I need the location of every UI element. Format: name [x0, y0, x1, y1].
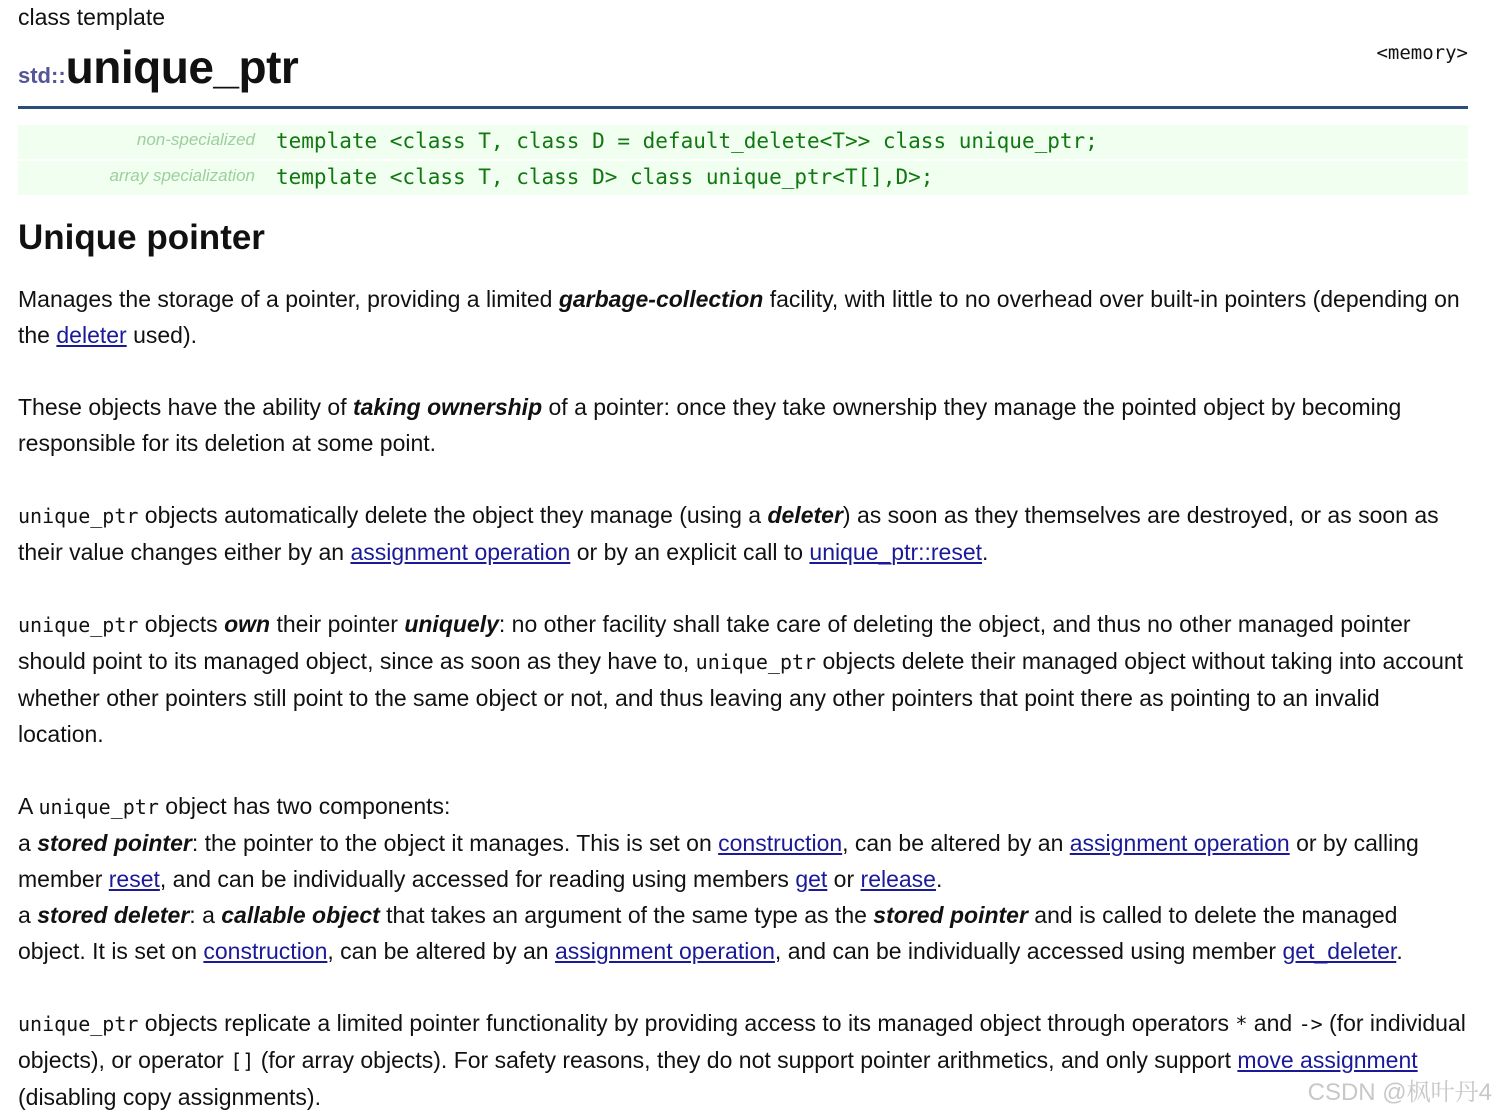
text: or by an explicit call to [570, 539, 810, 565]
text: These objects have the ability of [18, 394, 353, 420]
deleter-link[interactable]: deleter [56, 322, 127, 348]
emphasis: taking ownership [352, 394, 543, 420]
inline-code: unique_ptr [38, 795, 159, 819]
inline-code: unique_ptr [18, 1012, 139, 1036]
emphasis: uniquely [404, 611, 499, 637]
text: objects automatically delete the object they manage (using a [138, 502, 768, 528]
get-deleter-link[interactable]: get_deleter [1282, 938, 1397, 964]
declaration-code: template <class T, class D> class unique_ptr<T[],D>; [276, 165, 934, 189]
text: facility, with little to no overhead over built-in pointers (depending on the [18, 286, 1460, 348]
text: A [18, 793, 39, 819]
inline-code: unique_ptr [18, 613, 139, 637]
header-include: <memory> [1376, 42, 1468, 64]
text: objects delete their managed object without taking into account whether other pointers still point to the same object or not, and thus leaving any other pointers that point there as pointing to an invalid location. [18, 648, 1464, 747]
inline-code: unique_ptr [18, 504, 139, 528]
text: . [935, 866, 943, 892]
declaration-code: template <class T, class D = default_delete<T>> class unique_ptr; [276, 129, 1098, 153]
reset-link[interactable]: reset [108, 866, 160, 892]
section-title: Unique pointer [18, 218, 265, 257]
text: . [982, 539, 989, 565]
text: a [18, 830, 38, 856]
text: their pointer [270, 611, 405, 637]
emphasis: callable object [221, 902, 380, 928]
title-name: unique_ptr [65, 41, 299, 93]
inline-code: * [1235, 1012, 1248, 1036]
declaration-label: non-specialized [136, 130, 255, 149]
inline-code: [] [230, 1049, 255, 1073]
text: : the pointer to the object it manages. This is set on [191, 830, 719, 856]
emphasis: stored pointer [37, 830, 192, 856]
text: (for individual objects), or operator [18, 1010, 1466, 1073]
text: , can be altered by an [327, 938, 555, 964]
text: (disabling copy assignments). [18, 1084, 321, 1110]
text: that takes an argument of the same type as the [379, 902, 874, 928]
paragraph-8 [18, 1005, 1468, 1115]
emphasis: garbage-collection [558, 286, 764, 312]
assignment-operation-link[interactable]: assignment operation [555, 938, 775, 964]
text: object has two components: [158, 793, 451, 819]
text: a [18, 902, 38, 928]
description [18, 281, 1468, 1115]
emphasis: stored pointer [873, 902, 1028, 928]
text: , can be altered by an [842, 830, 1070, 856]
watermark: CSDN @枫叶丹4 [1307, 1079, 1492, 1106]
text: , and can be individually accessed for reading using members [159, 866, 796, 892]
get-link[interactable]: get [795, 866, 828, 892]
construction-link[interactable]: construction [718, 830, 843, 856]
text: , and can be individually accessed using member [774, 938, 1283, 964]
move-assignment-link[interactable]: move assignment [1237, 1047, 1418, 1073]
reset-link[interactable]: unique_ptr::reset [809, 539, 983, 565]
declaration-row [18, 161, 1468, 195]
paragraph-5 [18, 788, 1468, 825]
construction-link[interactable]: construction [203, 938, 328, 964]
text: objects replicate a limited pointer functionality by providing access to its managed object through operators [138, 1010, 1236, 1036]
text: used). [126, 322, 198, 348]
text: : no other facility shall take care of deleting the object, and thus no other managed pointer should point to its managed object, since as soon as they have to, [18, 611, 1411, 674]
text: . [1396, 938, 1403, 964]
title-namespace: std:: [18, 63, 66, 88]
text: and [1247, 1010, 1299, 1036]
paragraph-4 [18, 606, 1468, 752]
text: or by calling member [18, 830, 1419, 892]
declaration-row [18, 125, 1468, 159]
assignment-operation-link[interactable]: assignment operation [350, 539, 571, 565]
paragraph-2 [18, 389, 1468, 461]
declaration-label: array specialization [109, 166, 255, 185]
assignment-operation-link[interactable]: assignment operation [1069, 830, 1290, 856]
text: : a [189, 902, 222, 928]
component-stored-pointer [18, 825, 1468, 897]
emphasis: own [224, 611, 271, 637]
text: Manages the storage of a pointer, providing a limited [18, 286, 559, 312]
text: ) as soon as they themselves are destroyed, or as soon as their value changes either by an [18, 502, 1439, 565]
text: and is called to delete the managed object. It is set on [18, 902, 1398, 964]
text: or [827, 866, 861, 892]
emphasis: stored deleter [37, 902, 190, 928]
page-title [18, 40, 298, 94]
paragraph-3 [18, 497, 1468, 570]
title-divider [18, 106, 1468, 109]
inline-code: -> [1298, 1012, 1323, 1036]
paragraph-1 [18, 281, 1468, 353]
component-stored-deleter [18, 897, 1468, 969]
inline-code: unique_ptr [695, 650, 817, 674]
text: of a pointer: once they take ownership they manage the pointed object by becoming responsible for its deletion at some point. [18, 394, 1402, 456]
release-link[interactable]: release [860, 866, 936, 892]
entity-kind: class template [18, 4, 166, 30]
text: objects [138, 611, 225, 637]
emphasis: deleter [767, 502, 843, 528]
text: (for array objects). For safety reasons, they do not support pointer arithmetics, and only support [254, 1047, 1238, 1073]
